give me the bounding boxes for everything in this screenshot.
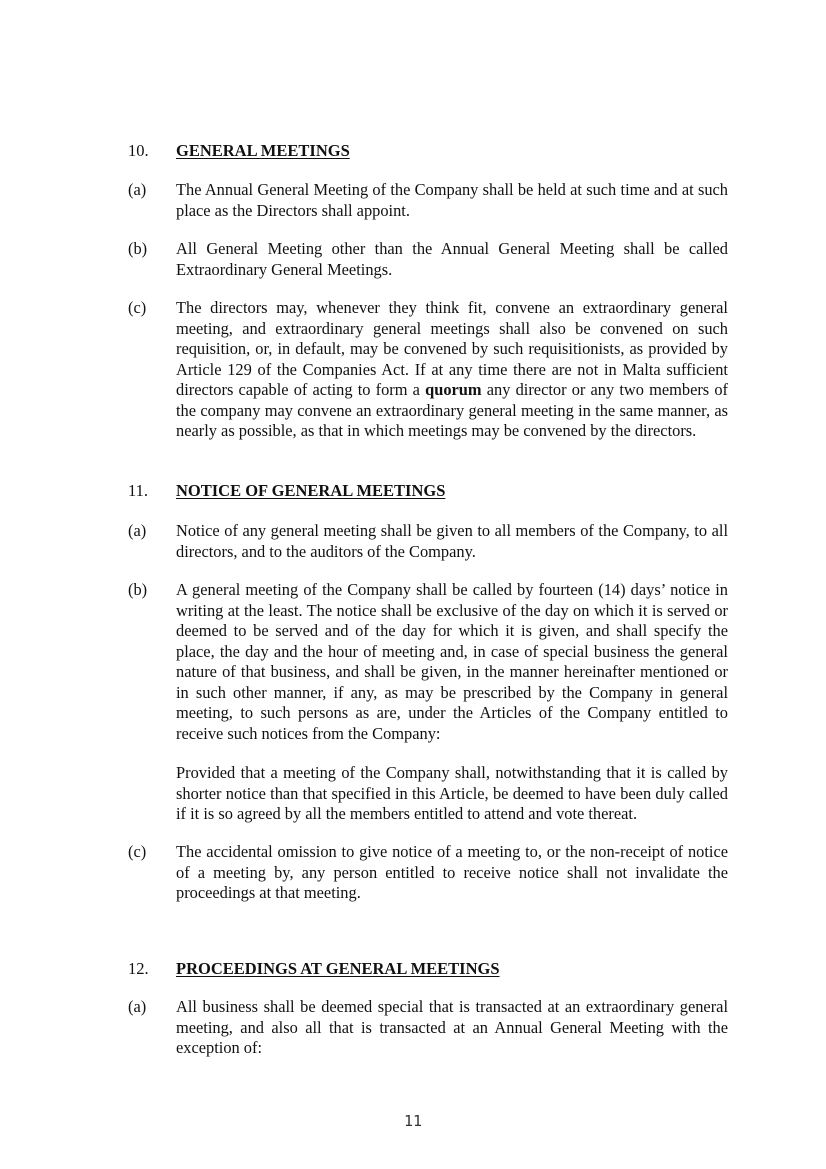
clause-text: The Annual General Meeting of the Company shall be held at such time and at such place as the Directors shall appoint. [176, 180, 728, 220]
clause-text [176, 298, 728, 442]
clause-label: (c) [128, 298, 147, 317]
clause-text: All business shall be deemed special that is transacted at an extraordinary general meeting, and also all that is transacted at an Annual General Meeting with the exception of: [176, 997, 728, 1057]
clause-label: (b) [128, 239, 148, 258]
section-number: 10. [128, 141, 149, 160]
bold-term-quorum: quorum [425, 380, 482, 399]
section-number: 11. [128, 481, 149, 500]
clause-text: All General Meeting other than the Annual General Meeting shall be called Extraordinary General Meetings. [176, 239, 728, 279]
clause-label: (a) [128, 997, 147, 1016]
section-title: PROCEEDINGS AT GENERAL MEETINGS [176, 959, 500, 978]
section-title: GENERAL MEETINGS [176, 141, 350, 160]
clause-label: (b) [128, 580, 148, 599]
clause-text: Notice of any general meeting shall be given to all members of the Company, to all directors, and to the auditors of the Company. [176, 521, 728, 561]
clause-11-b-proviso: Provided that a meeting of the Company shall, notwithstanding that it is called by shorter notice than that specified in this Article, be deemed to have been duly called if it is so agreed by all the members entitled to attend and vote thereat. [176, 763, 728, 823]
section-title: NOTICE OF GENERAL MEETINGS [176, 481, 446, 500]
clause-text-after: any director or any two members of the company may convene an extraordinary general meeting in the same manner, as nearly as possible, as that in which meetings may be convened by the directors. [176, 380, 728, 440]
page-number: 11 [403, 1112, 423, 1130]
clause-label: (a) [128, 180, 147, 199]
clause-label: (a) [128, 521, 147, 540]
section-number: 12. [128, 959, 149, 978]
clause-text-before: The directors may, whenever they think fit, convene an extraordinary general meeting, and extraordinary general meetings shall also be convened on such requisition, or, in default, may be convened by such requisitionists, as provided by Article 129 of the Companies Act. If at any time there are not in Malta sufficient directors capable of acting to form a [176, 298, 728, 399]
clause-label: (c) [128, 842, 147, 861]
clause-text: The accidental omission to give notice of a meeting to, or the non-receipt of notice of a meeting by, any person entitled to receive notice shall not invalidate the proceedings at that meeting. [176, 842, 728, 902]
clause-text: A general meeting of the Company shall be called by fourteen (14) days’ notice in writing at the least. The notice shall be exclusive of the day on which it is served or deemed to be served and of the day for which it is given, and shall specify the place, the day and the hour of meeting and, in case of special business the general nature of that business, and shall be given, in the manner hereinafter mentioned or in such other manner, if any, as may be prescribed by the Company in general meeting, to such persons as are, under the Articles of the Company entitled to receive such notices from the Company: [176, 580, 728, 743]
